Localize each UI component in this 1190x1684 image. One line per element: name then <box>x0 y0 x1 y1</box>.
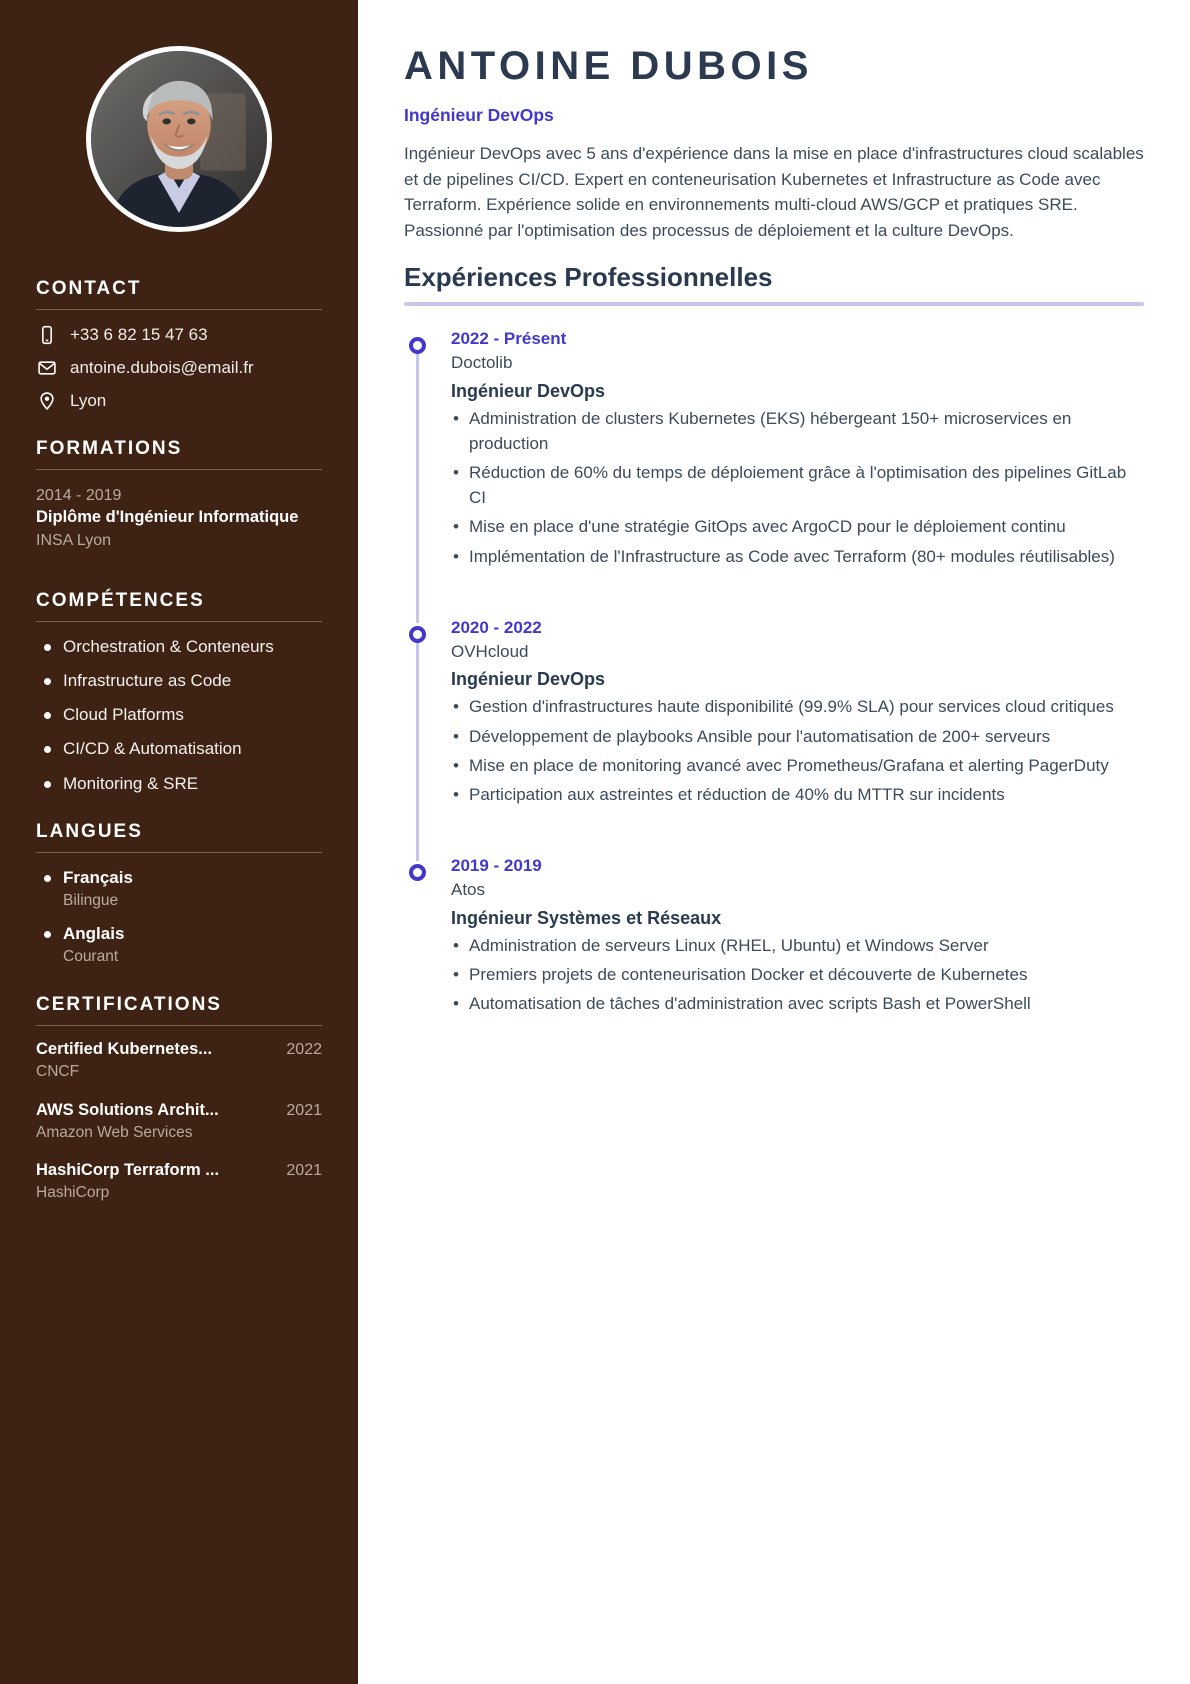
list-item: Cloud Platforms <box>36 704 322 726</box>
experience-dates: 2022 - Présent <box>451 329 567 349</box>
divider <box>36 621 322 622</box>
divider <box>36 1025 322 1026</box>
experience-section-title: Expériences Professionnelles <box>404 262 773 293</box>
contact-list <box>36 324 322 412</box>
language-level: Bilingue <box>63 891 119 909</box>
contact-location[interactable] <box>36 390 322 412</box>
languages-heading: LANGUES <box>36 820 143 842</box>
experience-company: OVHcloud <box>451 641 529 661</box>
certification-year: 2021 <box>286 1101 322 1119</box>
list-item: • Mise en place d'une stratégie GitOps avec ArgoCD pour le déploiement continu <box>451 514 1144 539</box>
certification-org: HashiCorp <box>36 1183 110 1201</box>
phone-icon <box>36 324 58 346</box>
experience-company: Doctolib <box>451 353 513 373</box>
certification-header <box>36 1161 322 1180</box>
education-item <box>36 484 322 552</box>
experience-company: Atos <box>451 879 486 899</box>
experience-role: Ingénieur DevOps <box>451 380 606 401</box>
experience-item <box>404 617 1144 855</box>
certification-header <box>36 1040 322 1059</box>
list-item <box>36 1040 322 1083</box>
contact-email[interactable] <box>36 357 322 379</box>
experience-timeline <box>404 328 1144 1040</box>
list-item: • Participation aux astreintes et réduction de 40% du MTTR sur incidents <box>451 782 1144 807</box>
certification-year: 2022 <box>286 1041 322 1059</box>
experience-bullets <box>451 694 1144 807</box>
education-heading: FORMATIONS <box>36 438 183 459</box>
section-divider <box>404 302 1144 306</box>
experience-bullets <box>451 406 1144 569</box>
list-item: • Administration de serveurs Linux (RHEL, Ubuntu) et Windows Server <box>451 933 1144 958</box>
certification-name: AWS Solutions Archit... <box>36 1100 219 1119</box>
list-item <box>36 923 322 968</box>
contact-location-value: Lyon <box>70 391 107 410</box>
timeline-dot-icon <box>409 337 426 354</box>
user-photo-icon <box>91 51 267 227</box>
sidebar <box>0 0 358 1684</box>
experience-item <box>404 328 1144 617</box>
timeline-dot-icon <box>409 626 426 643</box>
location-pin-icon <box>36 390 58 412</box>
contact-phone[interactable] <box>36 324 322 346</box>
contact-heading: CONTACT <box>36 278 142 299</box>
certification-name: Certified Kubernetes... <box>36 1040 213 1059</box>
list-item <box>36 867 322 912</box>
envelope-icon <box>36 357 58 379</box>
timeline-dot-icon <box>409 864 426 881</box>
page-title: ANTOINE DUBOIS <box>404 44 813 88</box>
languages-list <box>36 867 322 969</box>
certification-header <box>36 1101 322 1120</box>
experience-role: Ingénieur Systèmes et Réseaux <box>451 907 722 928</box>
education-dates: 2014 - 2019 <box>36 487 122 504</box>
skills-section <box>36 590 322 794</box>
avatar <box>86 46 272 232</box>
divider <box>36 469 322 470</box>
certifications-list <box>36 1040 322 1204</box>
skills-heading: COMPÉTENCES <box>36 590 205 612</box>
divider <box>36 852 322 853</box>
list-item: • Premiers projets de conteneurisation Docker et découverte de Kubernetes <box>451 962 1144 987</box>
experience-role: Ingénieur DevOps <box>451 669 606 690</box>
certifications-section <box>36 994 322 1204</box>
list-item: Infrastructure as Code <box>36 670 322 692</box>
education-school: INSA Lyon <box>36 531 112 549</box>
language-name: Français <box>63 867 133 887</box>
certification-year: 2021 <box>286 1161 322 1179</box>
experience-dates: 2019 - 2019 <box>451 856 542 876</box>
contact-email-value: antoine.dubois@email.fr <box>70 358 254 377</box>
list-item: • Gestion d'infrastructures haute disponibilité (99.9% SLA) pour services cloud critiques <box>451 694 1144 719</box>
list-item <box>36 1101 322 1144</box>
languages-section <box>36 821 322 969</box>
skills-list <box>36 636 322 794</box>
experience-bullets <box>451 933 1144 1016</box>
education-degree: Diplôme d'Ingénieur Informatique <box>36 508 299 527</box>
experience-dates: 2020 - 2022 <box>451 617 542 637</box>
certification-name: HashiCorp Terraform ... <box>36 1160 220 1179</box>
contact-phone-value: +33 6 82 15 47 63 <box>70 325 208 344</box>
list-item: • Développement de playbooks Ansible pour l'automatisation de 200+ serveurs <box>451 724 1144 749</box>
professional-summary: Ingénieur DevOps avec 5 ans d'expérience dans la mise en place d'infrastructures cloud scalables et de pipelines CI/CD. Expert en conteneurisation Kubernetes et Infrastructure as Code avec Terraform. Expérience solide en environnements multi-cloud AWS/GCP et pratiques SRE. Passionné par l'optimisation des processus de déploiement et la culture DevOps. <box>404 143 1144 241</box>
divider <box>36 309 322 310</box>
job-title: Ingénieur DevOps <box>404 104 554 125</box>
list-item: • Mise en place de monitoring avancé avec Prometheus/Grafana et alerting PagerDuty <box>451 753 1144 778</box>
language-name: Anglais <box>63 924 125 944</box>
contact-section <box>36 278 322 412</box>
list-item: Orchestration & Conteneurs <box>36 636 322 658</box>
certifications-heading: CERTIFICATIONS <box>36 994 222 1016</box>
list-item: • Administration de clusters Kubernetes (EKS) hébergeant 150+ microservices en production <box>451 406 1144 456</box>
list-item: • Réduction de 60% du temps de déploiement grâce à l'optimisation des pipelines GitLab CI <box>451 460 1144 510</box>
list-item: • Automatisation de tâches d'administration avec scripts Bash et PowerShell <box>451 991 1144 1016</box>
certification-org: Amazon Web Services <box>36 1123 193 1141</box>
list-item: Monitoring & SRE <box>36 773 322 795</box>
language-level: Courant <box>63 947 119 965</box>
experience-item <box>404 855 1144 1040</box>
list-item: • Implémentation de l'Infrastructure as Code avec Terraform (80+ modules réutilisables) <box>451 544 1144 569</box>
main-content <box>358 0 1190 1684</box>
certification-org: CNCF <box>36 1063 80 1081</box>
list-item: CI/CD & Automatisation <box>36 738 322 760</box>
list-item <box>36 1161 322 1204</box>
avatar-wrap <box>36 46 322 232</box>
education-section <box>36 438 322 552</box>
